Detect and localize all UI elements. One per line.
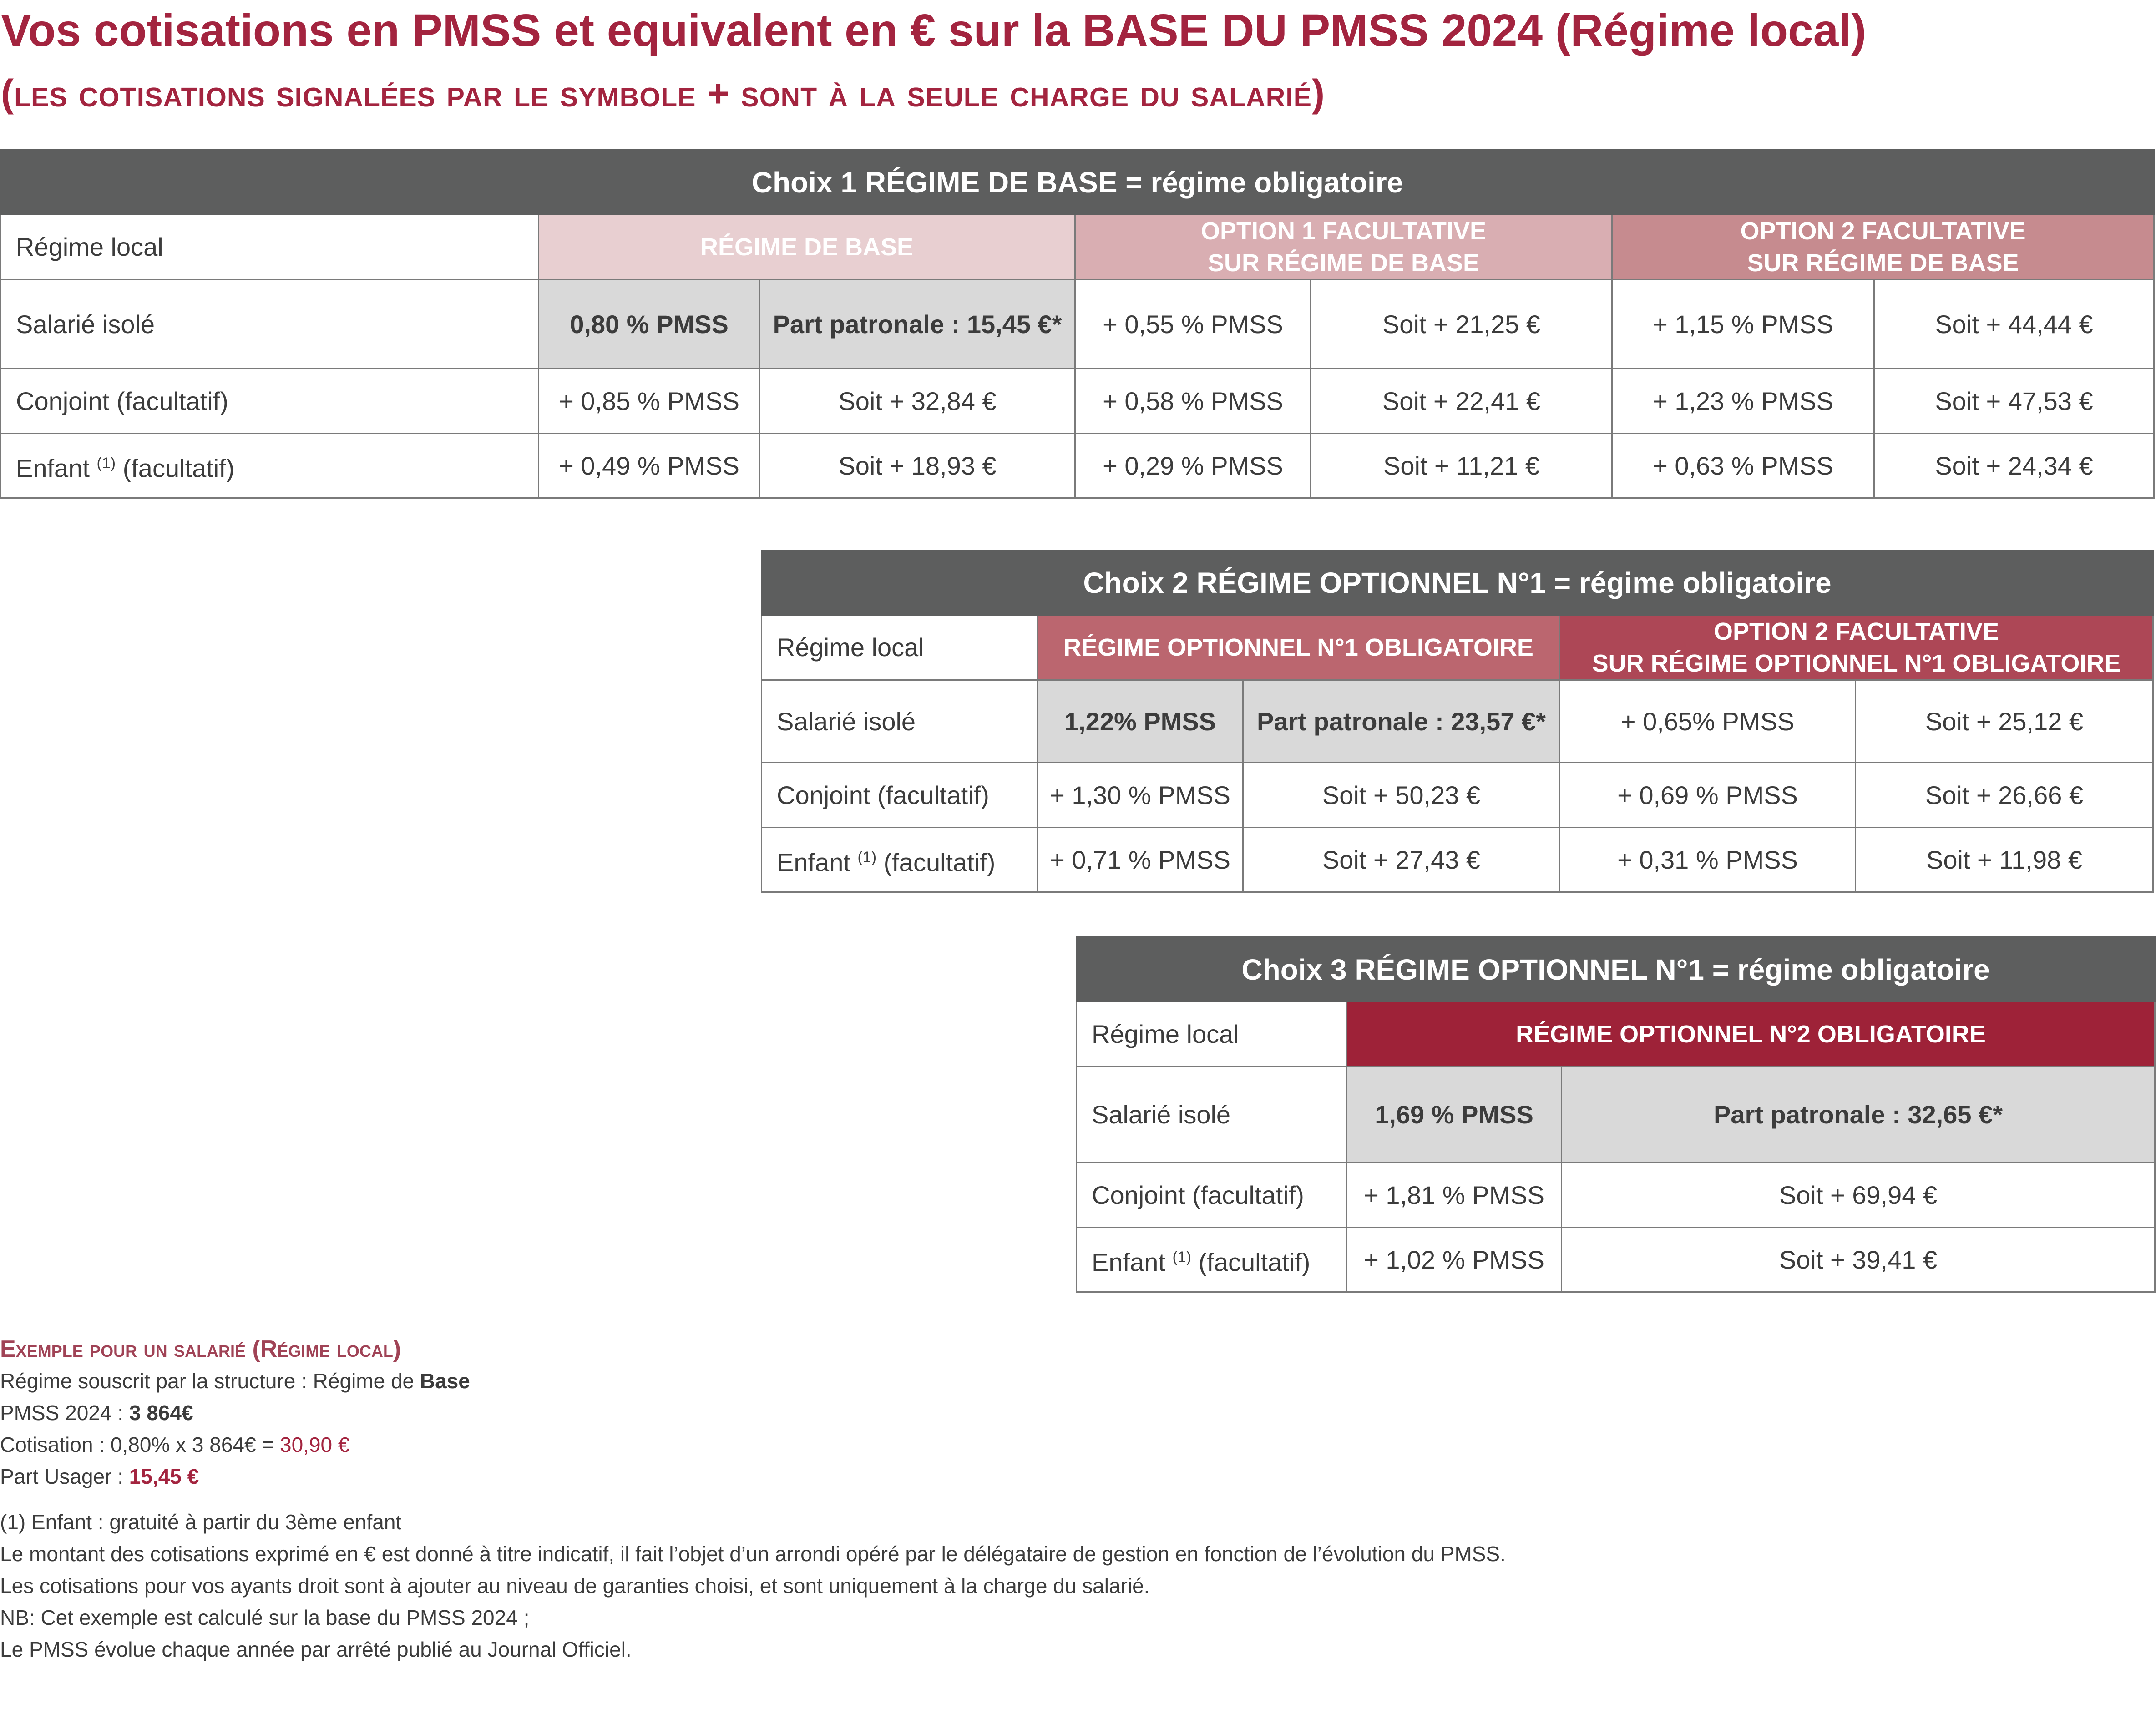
table-cell: Soit + 27,43 € xyxy=(1243,828,1560,892)
table-cell: 1,69 % PMSS xyxy=(1347,1067,1562,1163)
table-cell: 0,80 % PMSS xyxy=(539,280,760,369)
table-cell: Soit + 44,44 € xyxy=(1874,280,2154,369)
footnote-ref: (1) xyxy=(857,848,877,866)
table-cell: + 0,69 % PMSS xyxy=(1560,763,1856,828)
footnote-line: NB: Cet exemple est calculé sur la base du PMSS 2024 ; xyxy=(0,1606,530,1629)
row-label: Conjoint (facultatif) xyxy=(762,763,1038,828)
table-cell: + 0,31 % PMSS xyxy=(1560,828,1856,892)
table-row xyxy=(762,680,2153,763)
table-row xyxy=(1,434,2154,498)
table-cell: + 0,63 % PMSS xyxy=(1612,434,1874,498)
example-line: Cotisation : 0,80% x 3 864€ = 30,90 € xyxy=(0,1433,350,1456)
table-cell: + 0,65% PMSS xyxy=(1560,680,1856,763)
table-cell: + 0,85 % PMSS xyxy=(539,369,760,434)
table-cell: Soit + 47,53 € xyxy=(1874,369,2154,434)
row-label: Salarié isolé xyxy=(1,280,539,369)
table-cell: + 1,30 % PMSS xyxy=(1038,763,1243,828)
col-option-2-line1: OPTION 2 FACULTATIVE xyxy=(1714,618,1999,645)
table-row xyxy=(762,763,2153,828)
table-cell: Soit + 18,93 € xyxy=(760,434,1075,498)
footnote-ref: (1) xyxy=(96,454,116,472)
table-header: Choix 1 RÉGIME DE BASE = régime obligatoire xyxy=(1,150,2154,215)
table-cell: + 1,23 % PMSS xyxy=(1612,369,1874,434)
table-row xyxy=(1,280,2154,369)
col-option-2-line2: SUR RÉGIME OPTIONNEL N°1 OBLIGATOIRE xyxy=(1592,650,2121,677)
page-title: Vos cotisations en PMSS et equivalent en € sur la BASE DU PMSS 2024 (Régime local) xyxy=(1,5,1867,56)
table-cell: + 1,15 % PMSS xyxy=(1612,280,1874,369)
table-cell: Soit + 24,34 € xyxy=(1874,434,2154,498)
col-option-2 xyxy=(1612,215,2154,280)
table-cell: Soit + 11,21 € xyxy=(1311,434,1612,498)
col-option-2-line2: SUR RÉGIME DE BASE xyxy=(1747,249,2019,277)
table-header: Choix 3 RÉGIME OPTIONNEL N°1 = régime obligatoire xyxy=(1077,937,2155,1002)
row-label: Conjoint (facultatif) xyxy=(1,369,539,434)
table-cell: + 0,49 % PMSS xyxy=(539,434,760,498)
col-option-1-line1: OPTION 1 FACULTATIVE xyxy=(1200,217,1486,245)
footnote-line: Le montant des cotisations exprimé en € est donné à titre indicatif, il fait l’objet d’un arrondi opéré par le délégataire de gestion en fonction de l’évolution du PMSS. xyxy=(0,1542,1506,1566)
row-label: Conjoint (facultatif) xyxy=(1077,1163,1347,1228)
table-cell: 1,22% PMSS xyxy=(1038,680,1243,763)
table-choix-2 xyxy=(761,550,2154,893)
col-option-1-line2: SUR RÉGIME DE BASE xyxy=(1207,249,1480,277)
table-cell: Soit + 39,41 € xyxy=(1562,1228,2155,1292)
row-label: Enfant $^{(1)}$ (facultatif) xyxy=(762,828,1038,892)
table-cell: Soit + 21,25 € xyxy=(1311,280,1612,369)
example-line: PMSS 2024 : 3 864€ xyxy=(0,1401,193,1425)
table-cell: Soit + 25,12 € xyxy=(1856,680,2153,763)
table-cell: Soit + 32,84 € xyxy=(760,369,1075,434)
table-cell: Soit + 26,66 € xyxy=(1856,763,2153,828)
example-line: Part Usager : 15,45 € xyxy=(0,1465,199,1488)
table-cell: Soit + 22,41 € xyxy=(1311,369,1612,434)
example-line: Régime souscrit par la structure : Régime de Base xyxy=(0,1369,470,1393)
col-option-2-line1: OPTION 2 FACULTATIVE xyxy=(1740,217,2026,245)
row-label: Salarié isolé xyxy=(1077,1067,1347,1163)
table-cell: Soit + 69,94 € xyxy=(1562,1163,2155,1228)
example-section xyxy=(0,1333,1820,1492)
footnotes xyxy=(0,1506,1506,1665)
example-heading: Exemple pour un salarié (Régime local) xyxy=(0,1336,401,1362)
table-row xyxy=(1077,1067,2155,1163)
table-cell: Soit + 11,98 € xyxy=(1856,828,2153,892)
footnote-ref: (1) xyxy=(1172,1248,1192,1266)
col-label: Régime local xyxy=(1,215,539,280)
col-regime-optionnel-2: RÉGIME OPTIONNEL N°2 OBLIGATOIRE xyxy=(1347,1002,2155,1067)
table-cell: Soit + 50,23 € xyxy=(1243,763,1560,828)
table-cell: + 1,02 % PMSS xyxy=(1347,1228,1562,1292)
col-option-2 xyxy=(1560,615,2153,680)
row-label: Enfant $^{(1)}$ (facultatif) xyxy=(1077,1228,1347,1292)
table-cell: + 0,55 % PMSS xyxy=(1075,280,1311,369)
table-cell: Part patronale : 23,57 €* xyxy=(1243,680,1560,763)
table-row xyxy=(762,828,2153,892)
table-cell: + 0,29 % PMSS xyxy=(1075,434,1311,498)
table-cell: Part patronale : 15,45 €* xyxy=(760,280,1075,369)
page-subtitle: (les cotisations signalées par le symbole + sont à la seule charge du salarié) xyxy=(1,72,1325,115)
table-row xyxy=(1077,1163,2155,1228)
table-row xyxy=(1077,1228,2155,1292)
table-choix-3 xyxy=(1076,936,2156,1293)
table-choix-1 xyxy=(0,149,2155,499)
table-cell: + 0,71 % PMSS xyxy=(1038,828,1243,892)
col-regime-optionnel-1: RÉGIME OPTIONNEL N°1 OBLIGATOIRE xyxy=(1038,615,1560,680)
footnote-line: (1) Enfant : gratuité à partir du 3ème enfant xyxy=(0,1510,402,1534)
table-row xyxy=(1,369,2154,434)
col-regime-de-base: RÉGIME DE BASE xyxy=(539,215,1075,280)
footnote-line: Le PMSS évolue chaque année par arrêté publié au Journal Officiel. xyxy=(0,1638,632,1661)
table-cell: Part patronale : 32,65 €* xyxy=(1562,1067,2155,1163)
table-header: Choix 2 RÉGIME OPTIONNEL N°1 = régime obligatoire xyxy=(762,551,2153,615)
table-cell: + 1,81 % PMSS xyxy=(1347,1163,1562,1228)
row-label: Salarié isolé xyxy=(762,680,1038,763)
col-label: Régime local xyxy=(762,615,1038,680)
row-label: Enfant $^{(1)}$ (facultatif) xyxy=(1,434,539,498)
footnote-line: Les cotisations pour vos ayants droit sont à ajouter au niveau de garanties choisi, et sont uniquement à la charge du salarié. xyxy=(0,1574,1150,1598)
table-cell: + 0,58 % PMSS xyxy=(1075,369,1311,434)
col-option-1 xyxy=(1075,215,1612,280)
col-label: Régime local xyxy=(1077,1002,1347,1067)
